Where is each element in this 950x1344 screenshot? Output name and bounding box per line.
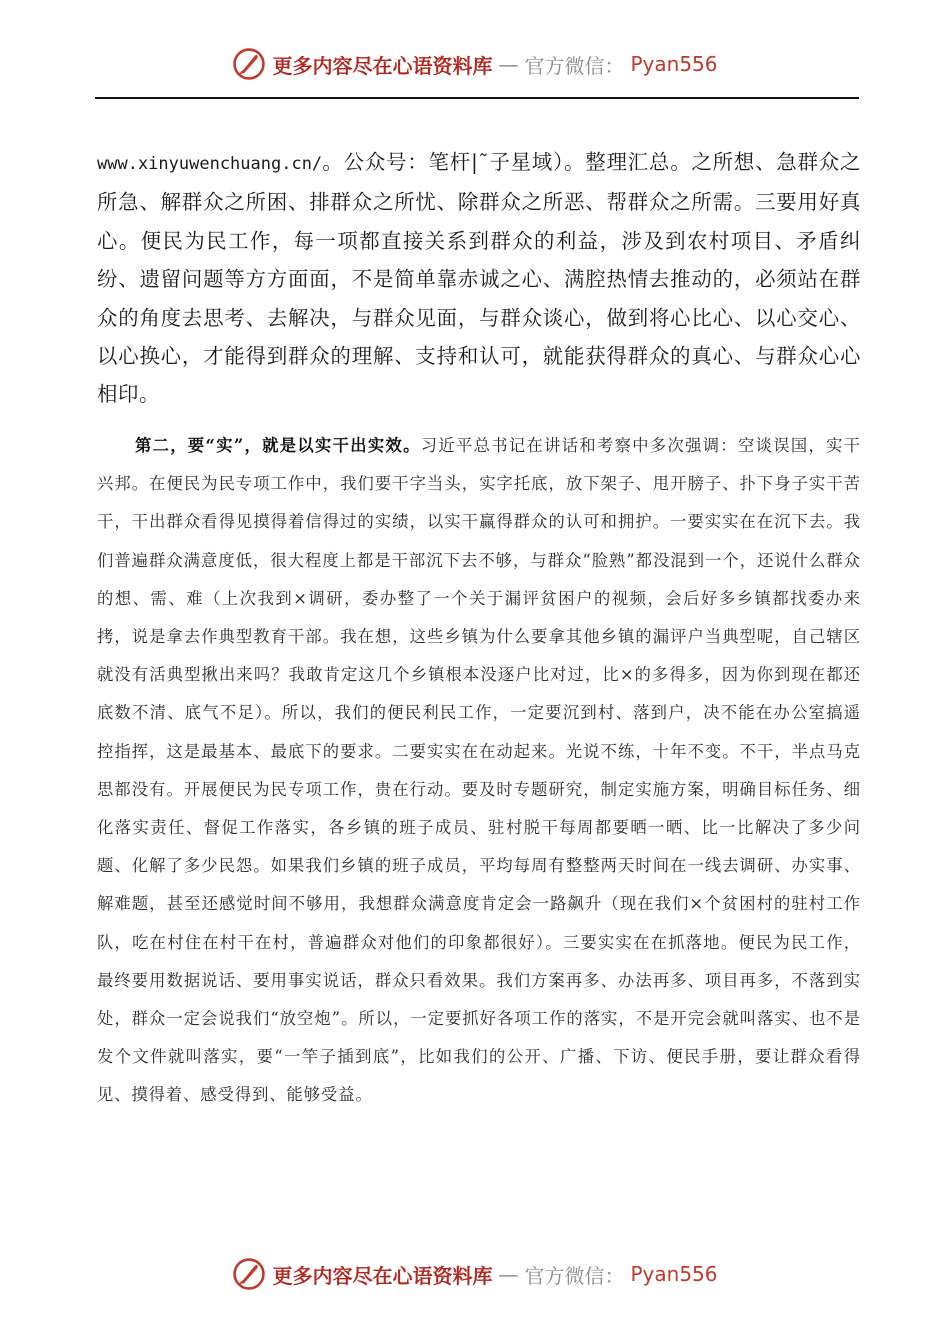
footer-banner xyxy=(0,1254,950,1294)
source-url: www.xinyuwenchuang.cn/ xyxy=(97,154,323,174)
header-separator: — xyxy=(498,52,519,76)
paragraph-continuation-text: 。公众号：笔杆|˜子星域）。整理汇总。之所想、急群众之所急、解群众之所困、排群众之所忧、除群众之所恶、帮群众之所需。三要用好真心。便民为民工作，每一项都直接关系到群众的利益，涉及到农村项目、矛盾纠纷、遗留问题等方方面面，不是简单靠赤诚之心、满腔热情去推动的，必须站在群众的角度去思考、去解决，与群众见面，与群众谈心，做到将心比心、以心交心、以心换心，才能得到群众的理解、支持和认可，就能获得群众的真心、与群众心心相印。 xyxy=(97,150,861,407)
header-wechat-id: Pyan556 xyxy=(630,52,718,76)
paragraph-section-two xyxy=(97,427,861,1115)
section-two-heading: 第二，要“实”，就是以实干出实效。 xyxy=(135,436,421,455)
quill-logo-icon xyxy=(232,47,266,81)
footer-wechat-id: Pyan556 xyxy=(630,1262,718,1286)
quill-logo-icon xyxy=(232,1257,266,1291)
section-two-text: 习近平总书记在讲话和考察中多次强调：空谈误国，实干兴邦。在便民为民专项工作中，我们要干字当头，实字托底，放下架子、甩开膀子、扑下身子实干苦干，干出群众看得见摸得着信得过的实绩，以实干赢得群众的认可和拥护。一要实实在在沉下去。我们普遍群众满意度低，很大程度上都是干部沉下去不够，与群众“脸熟”都没混到一个，还说什么群众的想、需、难（上次我到×调研，委办整了一个关于漏评贫困户的视频，会后好多乡镇都找委办来拷，说是拿去作典型教育干部。我在想，这些乡镇为什么要拿其他乡镇的漏评户当典型呢，自己辖区就没有活典型揪出来吗？我敢肯定这几个乡镇根本没逐户比对过，比×的多得多，因为你到现在都还底数不清、底气不足）。所以，我们的便民利民工作，一定要沉到村、落到户，决不能在办公室搞遥控指挥，这是最基本、最底下的要求。二要实实在在动起来。光说不练，十年不变。不干，半点马克思都没有。开展便民为民专项工作，贵在行动。要及时专题研究，制定实施方案，明确目标任务、细化落实责任、督促工作落实，各乡镇的班子成员、驻村脱干每周都要晒一晒、比一比解决了多少问题、化解了多少民怨。如果我们乡镇的班子成员，平均每周有整整两天时间在一线去调研、办实事、解难题，甚至还感觉时间不够用，我想群众满意度肯定会一路飙升（现在我们×个贫困村的驻村工作队，吃在村住在村干在村，普遍群众对他们的印象都很好）。三要实实在在抓落地。便民为民工作，最终要用数据说话、要用事实说话，群众只看效果。我们方案再多、办法再多、项目再多，不落到实处，群众一定会说我们“放空炮”。所以，一定要抓好各项工作的落实，不是开完会就叫落实、也不是发个文件就叫落实，要“一竿子插到底”，比如我们的公开、广播、下访、便民手册，要让群众看得见、摸得着、感受得到、能够受益。 xyxy=(97,436,861,1105)
header-divider xyxy=(95,97,859,99)
header-slogan: 更多内容尽在心语资料库 xyxy=(272,53,493,78)
paragraph-continuation xyxy=(97,143,861,414)
footer-wechat-label: 官方微信： xyxy=(524,1263,625,1288)
footer-separator: — xyxy=(498,1262,519,1286)
header-wechat-label: 官方微信： xyxy=(524,53,625,78)
header-banner xyxy=(0,44,950,84)
footer-slogan: 更多内容尽在心语资料库 xyxy=(272,1263,493,1288)
